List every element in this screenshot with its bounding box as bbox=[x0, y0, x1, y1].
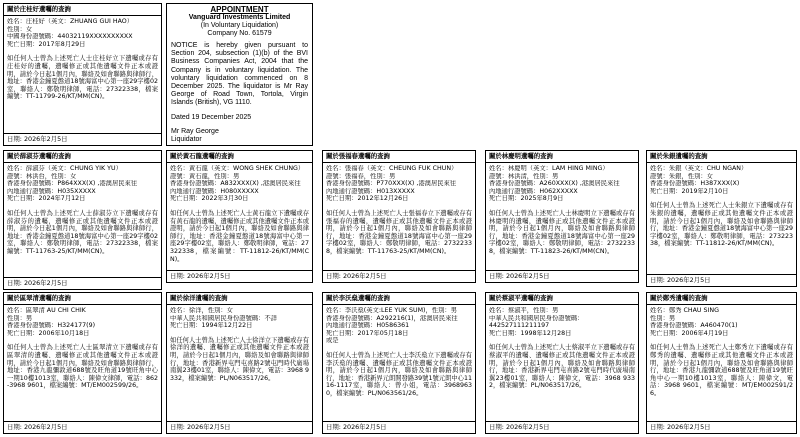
notice-paragraph: 如任何人士曾為上述死亡人士薛淑芬立下遺囑或存有薛淑芬的遺囑，遺囑修正或其他遺囑文件正本或證明，請於今日起1個月內，聯絡及如會聯路與律師行，地址：香港金鐘夏慤道18號海富中心第一座29字樓02室，聯絡人：鄭敬明律師，電話：27322338，檔案編號：TT-11763-25/KT/MM(CN)。 bbox=[7, 209, 158, 255]
notice-detail-line: 香港身份證號碼：H324177(9) bbox=[7, 322, 96, 330]
notice-header: 關於蔡淑平遺囑的查詢 bbox=[486, 293, 638, 305]
notice-date: 日期: 2026年2月5日 bbox=[167, 421, 312, 433]
notice-date: 日期: 2026年2月5日 bbox=[323, 421, 475, 433]
notice-detail-line: 內地通行證號碼：H080XXXXX bbox=[170, 187, 259, 195]
notice-detail-line: 死亡日期：2024年7月12日 bbox=[7, 195, 86, 203]
notice-detail-line: 內地通行證號碼：H035XXXXX bbox=[7, 187, 96, 195]
notice-paragraph: 如任何人士曾為上述死亡人士張福春立下遺囑或存有張福春的遺囑，遺囑修正或其他遺囑文件正本或證明，請於今日起1個月內，聯絡及如會聯路與律師行，地址：香港金鐘夏慤道18號海富中心第一座29字樓02室，聯絡人：鄭敬明律師，電話：27322338，檔案編號：TT-11763-25/KT/MM(CN)。 bbox=[326, 209, 472, 255]
company-name: Vanguard Investments Limited bbox=[188, 14, 291, 21]
notice-detail-line: 死亡日期：1994年12月22日 bbox=[170, 322, 253, 330]
notice-body bbox=[7, 165, 158, 256]
will-inquiry-notice bbox=[3, 150, 162, 290]
notice-paragraph: 如任何人士曾為上述死亡人士朱銀立下遺囑或存有朱銀的遺囑，遺囑修正或其他遺囑文件正本或證明，請於今日起1個月內，聯絡及如會聯路與律師行，地址：香港金鐘夏慤道18號海富中心第一座29字樓02室，聯絡人：鄭敬明律師，電話：27322338，檔案編號：TT-11812-26/KT/MM(CN)。 bbox=[650, 202, 793, 248]
signer-role: Liquidator bbox=[171, 135, 202, 143]
notice-header: 關於黃石龍遺囑的查詢 bbox=[167, 151, 312, 163]
notice-detail-line: 姓名：張福春（英文：CHEUNG FUK CHUN） bbox=[326, 165, 458, 172]
notice-detail-line: 香港身份證號碼：P864XXX(X) ,港澳居民來往 bbox=[7, 180, 138, 188]
will-inquiry-notice bbox=[485, 292, 639, 434]
notice-detail-line: 香港身份證號碼：A260XXX(X) ,港澳居民來往 bbox=[489, 180, 620, 188]
notice-detail-line: 死亡日期：2012年12月26日 bbox=[326, 195, 409, 203]
will-inquiry-notice bbox=[166, 150, 313, 283]
notice-detail-line: 香港身份證號碼：A460470(1) bbox=[650, 322, 738, 330]
will-inquiry-notice bbox=[3, 292, 162, 434]
notice-body bbox=[650, 165, 793, 248]
notice-detail-line: 或是 bbox=[326, 337, 339, 345]
notice-paragraph: 如任何人士曾為上述死亡人士區翠清立下遺囑或存有區翠清的遺囑、遺囑修正或其他遺囑文件正本或證明，請於今日起1個月內，聯絡及如會聯路與律師行，地址：香港九龍彌敦道688號及旺角道19號旺角中心一期10樓1013室，聯絡人：陳偉文律師，電話：862-3968 9601，檔案編號：MT/EM002599/26。 bbox=[7, 344, 158, 390]
notice-detail-line: 姓名：庄桂好（英文：ZHUANG GUI HAO） bbox=[7, 18, 134, 25]
notice-header: 關於李沃燊遺囑的查詢 bbox=[323, 293, 475, 305]
will-inquiry-notice bbox=[485, 150, 639, 283]
appointment-notice-text: NOTICE is hereby given pursuant to Section 204, subsection (1)(b) of the BVI Business Companies Act, 2004 that the Company is in voluntary liquidation. The voluntary liquidation commenced on 8 December 2025. The liquidator is Mr Ray George of Road Town, Tortola, Virgin Islands (British), VG 1110. bbox=[171, 42, 308, 107]
notice-detail-line: 姓名：徐洋，性別：女 bbox=[170, 307, 233, 314]
notice-detail-line: 姓名：李沃燊(英文:LEE YUK SUM)，性別：男 bbox=[326, 307, 457, 314]
will-inquiry-notice bbox=[166, 292, 313, 434]
notice-detail-line: 死亡日期：2006年4月19日 bbox=[650, 329, 729, 337]
notice-detail-line: 死亡日期：2019年2月10日 bbox=[650, 187, 729, 195]
notice-detail-line: 內地通行證號碼：H062XXXXX bbox=[489, 187, 578, 195]
notice-detail-line: 證號：林洪淸，性別：男 bbox=[489, 172, 559, 180]
notice-date: 日期: 2026年2月5日 bbox=[4, 133, 161, 145]
notice-detail-line: 中國身份證號碼：44032119XXXXXXXXXX bbox=[7, 33, 133, 41]
notice-date: 日期: 2026年2月5日 bbox=[4, 277, 161, 289]
notice-detail-line: 姓名：黃石龍（英文：WONG SHEK CHUNG） bbox=[170, 165, 305, 172]
notice-body bbox=[170, 307, 309, 382]
notice-paragraph: 如任何人士曾為上述死亡人士林慶明立下遺囑或存有林慶明的遺囑，遺囑修正或其他遺囑文件正本或證明，請於今日起1個月內，聯絡及如會聯路與律師行，地址：香港金鐘夏慤道18號海富中心第一座29字樓02室，聯絡人：鄭敬明律師，電話：27322338，檔案編號：TT-11823-26/KT/MM(CN)。 bbox=[489, 209, 635, 255]
spacer bbox=[170, 203, 309, 210]
appointment-date: Dated 19 December 2025 bbox=[171, 113, 252, 121]
notice-detail-line: 內地通行證號碼：H013XXXXX bbox=[326, 187, 415, 195]
notice-detail-line: 性別：女 bbox=[7, 25, 33, 33]
spacer bbox=[489, 203, 635, 210]
notice-detail-line: 證號：林洪台，性別：女 bbox=[7, 172, 77, 180]
notice-body bbox=[326, 307, 472, 398]
will-inquiry-notice bbox=[646, 150, 797, 287]
notice-detail-line: 姓名：蔡淑平，性別：男 bbox=[489, 307, 559, 314]
notice-detail-line: 死亡日期：2025年8月9日 bbox=[489, 195, 564, 203]
notice-detail-line: 香港身份證號碼：H387XXX(X) bbox=[650, 180, 740, 188]
notice-body bbox=[7, 18, 158, 101]
signer-name: Mr Ray George bbox=[171, 127, 219, 135]
notice-body bbox=[650, 307, 793, 398]
notice-detail-line: 香港身份證號碼：A832XXX(X) ,港澳居民來往 bbox=[170, 180, 301, 188]
notice-detail-line: 中華人民共和國居民身份證號碼：不詳 bbox=[170, 314, 278, 322]
notice-detail-line: 死亡日期：2006年10月18日 bbox=[7, 329, 90, 337]
notice-detail-line: 姓名：林慶明（英文：LAM HING MING） bbox=[489, 165, 609, 172]
notice-header: 關於張福春遺囑的查詢 bbox=[323, 151, 475, 163]
notice-date: 日期: 2026年2月5日 bbox=[486, 421, 638, 433]
will-inquiry-notice bbox=[322, 150, 476, 283]
will-inquiry-notice bbox=[3, 3, 162, 146]
notice-header: 關於徐洋遺囑的查詢 bbox=[167, 293, 312, 305]
notice-paragraph: 如任何人士曾為上述死亡人士蔡淑平立下遺囑或存有蔡淑平的遺囑、遺囑修正或其他遺囑文件正本或證明，請於今日起1個月內，聯絡及如會聯路與律師行，地址：香港新界屯門屯喜路2號屯門時代廣場南翼23樓01室，聯絡人：陳偉文，電話：3968 9332，檔案編號：PL/N063517/26。 bbox=[489, 344, 635, 390]
notice-paragraph: 如任何人士曾為上述死亡人士徐洋立下遺囑或存有徐洋的遺囑、遺囑修正或其他遺囑文件正本或證明，請於今日起1個月內，聯絡及如會聯路與律師行，地址：香港新界屯門屯喜路2號屯門時代廣場南翼23樓01室，聯絡人：陳偉文，電話：3968 9332，檔案編號：PL/N063517/26。 bbox=[170, 336, 309, 382]
notice-header: 關於朱銀遺囑的查詢 bbox=[647, 151, 796, 163]
notice-body bbox=[170, 165, 309, 263]
notice-detail-line: 證號：朱銀，性別：女 bbox=[650, 172, 713, 180]
notice-date: 日期: 2026年2月5日 bbox=[647, 274, 796, 286]
company-number: Company No. 61579 bbox=[207, 30, 272, 37]
signer-block bbox=[171, 128, 308, 144]
spacer bbox=[326, 203, 472, 210]
notice-detail-line: 證號：黃石龍，性別：男 bbox=[170, 172, 240, 180]
notice-header: 關於林慶明遺囑的查詢 bbox=[486, 151, 638, 163]
notice-date: 日期: 2026年2月5日 bbox=[323, 270, 475, 282]
will-inquiry-notice bbox=[322, 292, 476, 434]
notice-body bbox=[489, 307, 635, 390]
notice-paragraph: 如任何人士曾為上述死亡人士李沃燊立下遺囑或存有李沃燊的遺囑、遺囑修正或其他遺囑文件正本或證明，請於今日起1個月內，聯絡及如會聯路與律師行，地址：香港新界元朗開發路39號1號元朗中心1116-1117室，聯絡人：曾小姐，電話：39689630，檔案編號：PL/N063561/26。 bbox=[326, 351, 472, 397]
notice-body bbox=[7, 307, 158, 390]
notice-detail-line: 香港身份證號碼：A292216(1)，港澳居民來往 bbox=[326, 314, 458, 322]
notice-detail-line: 姓名：朱銀（英文：CHU NGAN） bbox=[650, 165, 748, 172]
appointment-title: APPOINTMENT bbox=[210, 5, 269, 14]
notice-detail-line: 內地通行證號碼：H0586361 bbox=[326, 322, 410, 330]
notice-detail-line: 性別：男 bbox=[7, 314, 33, 322]
notice-detail-line: 姓名：區翠清 AU CHI CHIK bbox=[7, 307, 86, 314]
notice-detail-line: 死亡日期：2022年3月30日 bbox=[170, 195, 249, 203]
notice-detail-line: 442527111211197 bbox=[489, 322, 550, 330]
spacer bbox=[7, 203, 158, 210]
notice-header: 關於鄭秀遺囑的查詢 bbox=[647, 293, 796, 305]
notice-date: 日期: 2026年2月5日 bbox=[486, 270, 638, 282]
notice-detail-line: 香港身份證號碼：P770XXX(X) ,港澳居民來往 bbox=[326, 180, 457, 188]
notice-header: 關於薛淑芬遺囑的查詢 bbox=[4, 151, 161, 163]
notice-date: 日期: 2026年2月5日 bbox=[647, 421, 796, 433]
appointment-notice bbox=[166, 3, 313, 146]
notice-body bbox=[326, 165, 472, 256]
notice-detail-line: 姓名：鄭秀 CHAU SING bbox=[650, 307, 719, 314]
notice-date: 日期: 2026年2月5日 bbox=[4, 421, 161, 433]
notice-detail-line: 中華人民共和國居民身份證號碼： bbox=[489, 314, 584, 322]
notice-paragraph: 如任何人士曾為上述死亡人士鄭秀立下遺囑或存有鄭秀的遺囑、遺囑修正或其他遺囑文件正本或證明，請於今日起1個月內，聯絡及如會聯路與律師行，地址：香港九龍彌敦道688號及旺角道19號旺角中心一期10樓1013室，聯絡人：陳偉文，電話：3968 9601，檔案編號：MT/EM002591/26。 bbox=[650, 344, 793, 397]
notice-paragraph: 如任何人士曾為上述死亡人士黃石龍立下遺囑或存有黃石龍的遺囑，遺囑修正或其他遺囑文件正本或證明，請於今日起1個月內，聯絡及如會聯路與律師行，地址：香港金鐘夏慤道18號海富中心第一座29字樓02室，聯絡人：鄭敬明律師，電話：27322338，檔案編號：TT-11812-26/KT/MM(CN)。 bbox=[170, 209, 309, 263]
notice-detail-line: 死亡日期：1998年12月28日 bbox=[489, 329, 572, 337]
notice-body bbox=[489, 165, 635, 256]
will-inquiry-notice bbox=[646, 292, 797, 434]
notice-detail-line: 死亡日期：2017年8月29日 bbox=[7, 40, 86, 48]
spacer bbox=[326, 345, 472, 352]
spacer bbox=[170, 330, 309, 337]
notice-header: 關於區翠清遺囑的查詢 bbox=[4, 293, 161, 305]
notice-date: 日期: 2026年2月5日 bbox=[167, 270, 312, 282]
notice-paragraph: 如任何人士曾為上述死亡人士庄桂好立下遺囑或存有庄桂好的遺囑，遺囑修正或其他遺囑文件正本或證明，請於今日起1個月內，聯絡及如會聯路與律師行，地址：香港金鐘夏慤道18號海富中心第一座29字樓02室，聯絡人：鄭敬明律師，電話：27322338，檔案編號：TT-11799-26/KT/MM(CN)。 bbox=[7, 55, 158, 101]
notice-detail-line: 證號：張福春，性別：男 bbox=[326, 172, 396, 180]
notice-detail-line: 性別：男 bbox=[650, 314, 676, 322]
notice-detail-line: 死亡日期：2017年05月18日 bbox=[326, 329, 409, 337]
company-status: (In Voluntary Liquidation) bbox=[200, 22, 279, 29]
notice-header: 關於庄桂好遺囑的查詢 bbox=[4, 4, 161, 16]
notice-detail-line: 姓名：薛淑芬（英文：CHUNG YIK YU） bbox=[7, 165, 122, 172]
